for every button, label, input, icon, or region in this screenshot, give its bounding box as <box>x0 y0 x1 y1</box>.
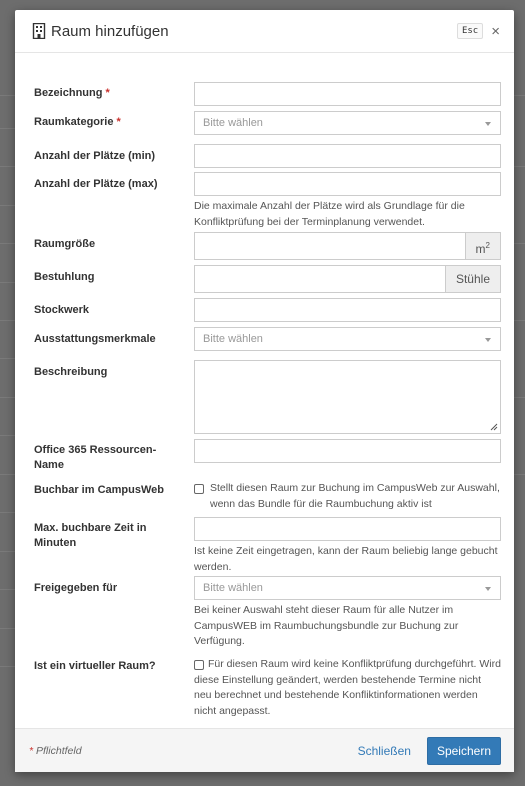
raumgroesse-input[interactable] <box>194 232 466 260</box>
plaetze-max-label: Anzahl der Plätze (max) <box>34 178 158 190</box>
freigegeben-help: Bei keiner Auswahl steht dieser Raum für alle Nutzer im CampusWEB im Raumbuchungsbundle zur Buchung zur Verfügung. <box>194 604 459 647</box>
raumkategorie-label: Raumkategorie * <box>34 116 121 128</box>
dialog-header <box>15 10 514 53</box>
freigegeben-label: Freigegeben für <box>34 582 118 594</box>
ausstattung-label: Ausstattungsmerkmale <box>34 333 156 345</box>
freigegeben-select[interactable]: Bitte wählen <box>194 576 501 600</box>
bestuhlung-unit: Stühle <box>446 265 501 293</box>
chevron-down-icon <box>485 122 491 126</box>
raumgroesse-label: Raumgröße <box>34 238 96 250</box>
save-button[interactable]: Speichern <box>427 737 501 765</box>
virtuell-label: Ist ein virtueller Raum? <box>34 660 156 672</box>
virtuell-text: Für diesen Raum wird keine Konfliktprüfung durchgeführt. Wird diese Einstellung geändert, werden bestehende Termine nicht neu berechnet und bestehende Konfliktinformationen werden nicht angepasst. <box>194 658 501 717</box>
chevron-down-icon <box>485 587 491 591</box>
required-note: * Pflichtfeld <box>29 744 82 757</box>
plaetze-max-help: Die maximale Anzahl der Plätze wird als Grundlage für die Konfliktprüfung bei der Terminplanung verwendet. <box>194 200 465 228</box>
building-icon <box>32 23 46 39</box>
beschreibung-textarea[interactable] <box>194 360 501 434</box>
max-zeit-help: Ist keine Zeit eingetragen, kann der Raum beliebig lange gebucht werden. <box>194 545 498 573</box>
bezeichnung-label: Bezeichnung * <box>34 87 110 99</box>
buchbar-text: Stellt diesen Raum zur Buchung im CampusWeb zur Auswahl, wenn das Bundle für die Raumbuchung aktiv ist <box>210 482 500 510</box>
close-button[interactable]: Schließen <box>357 743 411 758</box>
max-zeit-input[interactable] <box>194 517 501 541</box>
bezeichnung-input[interactable] <box>194 82 501 106</box>
buchbar-checkbox[interactable] <box>194 484 204 494</box>
office365-label: Office 365 Ressourcen-Name <box>34 444 157 471</box>
plaetze-min-label: Anzahl der Plätze (min) <box>34 150 156 162</box>
raumgroesse-unit: $m^2$ <box>466 232 501 260</box>
chevron-down-icon <box>485 338 491 342</box>
bestuhlung-input[interactable] <box>194 265 446 293</box>
plaetze-max-input[interactable] <box>194 172 501 196</box>
esc-shortcut-badge: Esc <box>457 23 483 39</box>
beschreibung-label: Beschreibung <box>34 366 108 378</box>
max-zeit-label: Max. buchbare Zeit in Minuten <box>34 522 147 549</box>
buchbar-label: Buchbar im CampusWeb <box>34 484 164 496</box>
dialog-footer <box>15 728 514 772</box>
virtuell-checkbox[interactable] <box>194 660 204 670</box>
dialog-title-text: Raum hinzufügen <box>51 22 169 40</box>
close-icon[interactable]: × <box>491 22 500 40</box>
bestuhlung-label: Bestuhlung <box>34 271 95 283</box>
raumkategorie-select[interactable]: Bitte wählen <box>194 111 501 135</box>
stockwerk-label: Stockwerk <box>34 304 90 316</box>
dialog-title <box>32 23 169 40</box>
office365-input[interactable] <box>194 439 501 463</box>
ausstattung-select[interactable]: Bitte wählen <box>194 327 501 351</box>
plaetze-min-input[interactable] <box>194 144 501 168</box>
resize-handle-icon[interactable] <box>490 423 498 431</box>
stockwerk-input[interactable] <box>194 298 501 322</box>
add-room-dialog <box>15 10 514 772</box>
